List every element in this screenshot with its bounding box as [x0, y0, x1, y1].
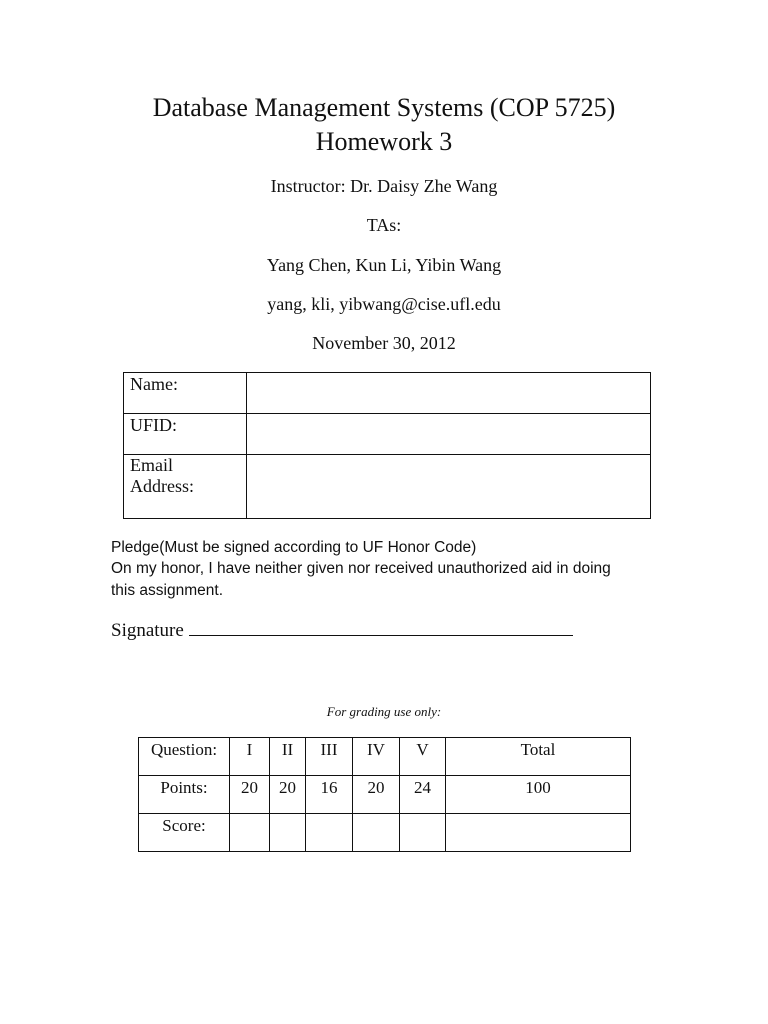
name-row [124, 373, 651, 414]
score-total-cell[interactable] [446, 814, 631, 852]
points-cell: 20 [270, 776, 306, 814]
tas-label: TAs: [366, 215, 402, 235]
points-total-cell: 100 [446, 776, 631, 814]
email-label-line1: Email [130, 455, 173, 475]
points-cell: 24 [400, 776, 446, 814]
grading-note: For grading use only: [326, 704, 442, 719]
name-field[interactable] [247, 373, 651, 414]
score-cell[interactable] [230, 814, 270, 852]
email-label-line2: Address: [130, 476, 194, 496]
points-cell: 20 [230, 776, 270, 814]
question-row [139, 738, 631, 776]
page-title-line2: Homework 3 [315, 127, 453, 156]
question-cell: V [400, 738, 446, 776]
question-label: Question: [139, 738, 230, 776]
question-cell: IV [353, 738, 400, 776]
instructor-line: Instructor: Dr. Daisy Zhe Wang [270, 176, 498, 196]
question-cell: III [306, 738, 353, 776]
score-cell[interactable] [306, 814, 353, 852]
student-info-table [123, 372, 651, 519]
ufid-label: UFID: [124, 414, 247, 455]
tas-names: Yang Chen, Kun Li, Yibin Wang [266, 255, 502, 275]
email-field[interactable] [247, 455, 651, 519]
question-cell: I [230, 738, 270, 776]
grading-table [138, 737, 631, 852]
page-title-line1: Database Management Systems (COP 5725) [152, 93, 616, 122]
question-total-cell: Total [446, 738, 631, 776]
signature-label: Signature [111, 620, 184, 641]
question-cell: II [270, 738, 306, 776]
ufid-field[interactable] [247, 414, 651, 455]
points-cell: 16 [306, 776, 353, 814]
score-row [139, 814, 631, 852]
score-cell[interactable] [270, 814, 306, 852]
pledge-title: Pledge(Must be signed according to UF Honor Code) [111, 539, 477, 556]
name-label: Name: [124, 373, 247, 414]
score-cell[interactable] [353, 814, 400, 852]
signature-line[interactable] [189, 617, 573, 636]
score-cell[interactable] [400, 814, 446, 852]
email-row [124, 455, 651, 519]
date-line: November 30, 2012 [312, 333, 456, 353]
email-label [124, 455, 247, 519]
ufid-row [124, 414, 651, 455]
pledge-text-line2: this assignment. [111, 582, 223, 599]
score-label: Score: [139, 814, 230, 852]
signature-block [111, 617, 573, 642]
pledge-text-line1: On my honor, I have neither given nor received unauthorized aid in doing [111, 560, 611, 577]
points-label: Points: [139, 776, 230, 814]
tas-emails: yang, kli, yibwang@cise.ufl.edu [267, 294, 501, 314]
points-cell: 20 [353, 776, 400, 814]
points-row [139, 776, 631, 814]
